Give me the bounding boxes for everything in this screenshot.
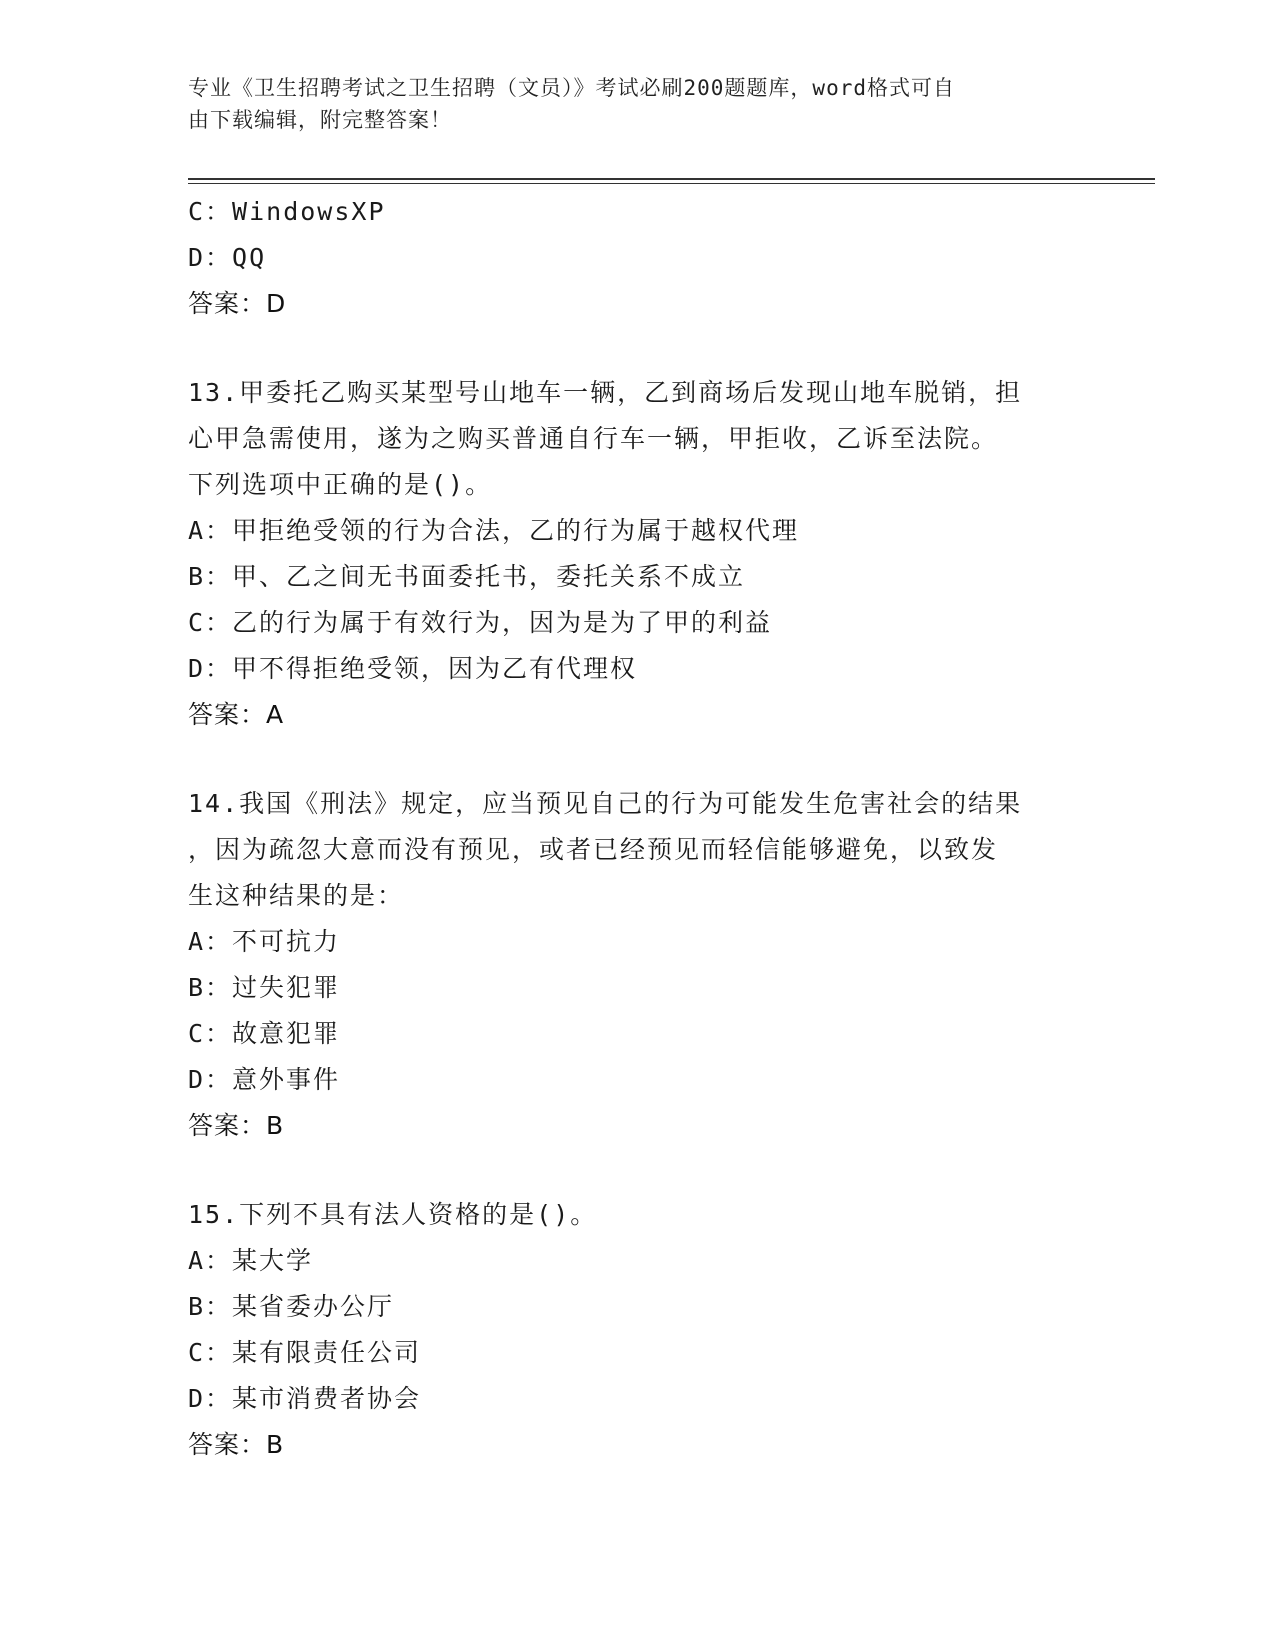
question-list xyxy=(188,189,1088,1468)
question-text: 13.甲委托乙购买某型号山地车一辆，乙到商场后发现山地车脱销，担 xyxy=(188,378,1023,407)
option-line: C：故意犯罪 xyxy=(188,1019,341,1048)
option-line: D：意外事件 xyxy=(188,1065,341,1094)
option-line: D：甲不得拒绝受领，因为乙有代理权 xyxy=(188,654,638,683)
question-text: ，因为疏忽大意而没有预见，或者已经预见而轻信能够避免，以致发 xyxy=(188,835,999,864)
option-line: B：甲、乙之间无书面委托书，委托关系不成立 xyxy=(188,562,746,591)
option-line: A：不可抗力 xyxy=(188,927,341,956)
document-header xyxy=(188,72,1068,136)
spacer xyxy=(188,327,1088,370)
option-line: C：乙的行为属于有效行为，因为是为了甲的利益 xyxy=(188,608,773,637)
header-line: 由下载编辑，附完整答案！ xyxy=(188,108,452,132)
option-line: A：甲拒绝受领的行为合法，乙的行为属于越权代理 xyxy=(188,516,800,545)
answer-line: 答案：B xyxy=(188,1111,285,1140)
option-line: D：某市消费者协会 xyxy=(188,1384,422,1413)
spacer xyxy=(188,738,1088,781)
option-line: D：QQ xyxy=(188,243,267,272)
option-line: B：过失犯罪 xyxy=(188,973,341,1002)
option-line: B：某省委办公厅 xyxy=(188,1292,395,1321)
question-text: 15.下列不具有法人资格的是()。 xyxy=(188,1200,598,1229)
header-line: 专业《卫生招聘考试之卫生招聘（文员）》考试必刷200题题库，word格式可自 xyxy=(188,76,955,100)
option-line: A：某大学 xyxy=(188,1246,314,1275)
question-text: 心甲急需使用，遂为之购买普通自行车一辆，甲拒收，乙诉至法院。 xyxy=(188,424,999,453)
header-divider-thin xyxy=(188,183,1155,184)
question-14 xyxy=(188,781,1088,1149)
answer-line: 答案：D xyxy=(188,289,287,318)
answer-line: 答案：B xyxy=(188,1430,285,1459)
question-text: 下列选项中正确的是()。 xyxy=(188,470,493,499)
question-15 xyxy=(188,1192,1088,1468)
answer-line: 答案：A xyxy=(188,700,285,729)
option-line: C：某有限责任公司 xyxy=(188,1338,422,1367)
option-line: C：WindowsXP xyxy=(188,197,386,226)
question-text: 生这种结果的是： xyxy=(188,881,405,910)
header-divider xyxy=(188,178,1155,180)
question-text: 14.我国《刑法》规定，应当预见自己的行为可能发生危害社会的结果 xyxy=(188,789,1023,818)
question-13 xyxy=(188,370,1088,738)
spacer xyxy=(188,1149,1088,1192)
question-12-tail xyxy=(188,189,1088,327)
